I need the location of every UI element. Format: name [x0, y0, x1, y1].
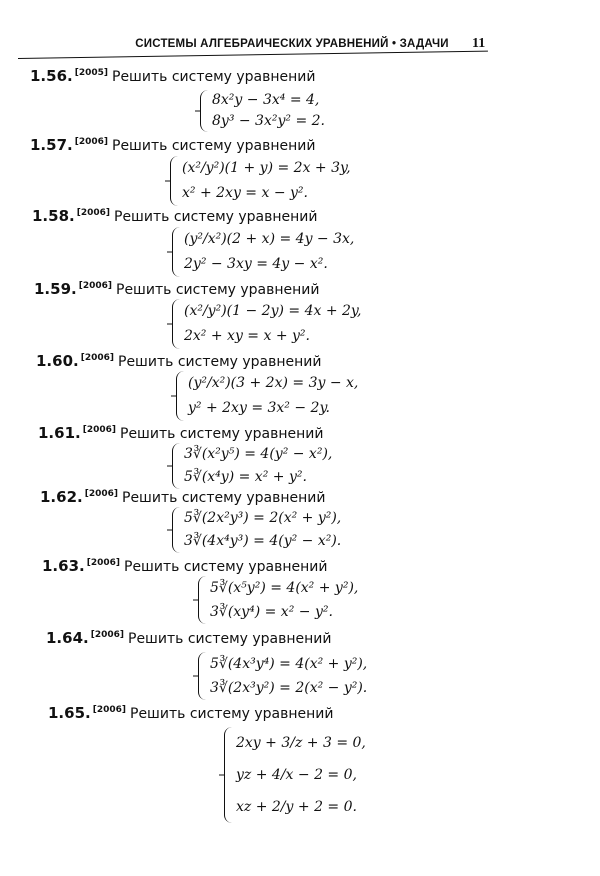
problem-instruction: Решить систему уравнений [118, 354, 322, 370]
equation: 2xy + 3/z + 3 = 0, [236, 735, 366, 751]
equation: 3∛(x²y⁵) = 4(y² − x²), [184, 446, 333, 463]
equation-system [172, 299, 361, 349]
left-brace [172, 299, 180, 349]
problem-number: 1.64. [46, 629, 89, 647]
equation: x² + 2xy = x − y². [182, 185, 308, 202]
left-brace [224, 727, 232, 823]
left-brace [172, 443, 180, 489]
page-number: 11 [472, 36, 486, 51]
problem-heading [42, 557, 328, 575]
problem-number: 1.57. [30, 136, 73, 154]
equation: 5∛(x⁵y²) = 4(x² + y²), [210, 579, 359, 596]
equation-system [176, 371, 358, 421]
equation: (x²/y²)(1 + y) = 2x + 3y, [182, 160, 351, 177]
problem-instruction: Решить систему уравнений [130, 706, 334, 722]
problem-number: 1.60. [36, 352, 79, 370]
problem-number: 1.61. [38, 424, 81, 442]
running-title: СИСТЕМЫ АЛГЕБРАИЧЕСКИХ УРАВНЕНИЙ • ЗАДАЧИ [135, 38, 449, 50]
equation: 5∛(x⁴y) = x² + y². [184, 469, 307, 486]
equation: 2x² + xy = x + y². [184, 328, 310, 345]
equation-system [172, 227, 354, 277]
problem-heading [40, 488, 326, 506]
problem-heading [38, 424, 324, 442]
equation: 8y³ − 3x²y² = 2. [212, 113, 325, 130]
problem-heading [36, 352, 322, 370]
left-brace [198, 652, 206, 700]
equation: 3∛(4x⁴y³) = 4(y² − x²). [184, 533, 342, 550]
problem-number: 1.56. [30, 67, 73, 85]
problem-number: 1.63. [42, 557, 85, 575]
problem-instruction: Решить систему уравнений [120, 426, 324, 442]
left-brace [198, 576, 206, 624]
problem-instruction: Решить систему уравнений [114, 209, 318, 225]
equation: 3∛(xy⁴) = x² − y². [210, 603, 333, 620]
equation: (x²/y²)(1 − 2y) = 4x + 2y, [184, 303, 362, 320]
problem-year: [2006] [74, 137, 108, 147]
problem-year: [2006] [82, 425, 116, 435]
problem-year: [2006] [90, 630, 124, 640]
problem-heading [46, 629, 332, 647]
problem-instruction: Решить систему уравнений [122, 490, 326, 506]
equation: 3∛(2x³y²) = 2(x² − y²). [210, 679, 368, 696]
header-rule [18, 51, 488, 59]
problem-year: [2006] [78, 281, 112, 291]
problem-year: [2006] [92, 705, 126, 715]
problem-instruction: Решить систему уравнений [128, 631, 332, 647]
equation: yz + 4/x − 2 = 0, [236, 767, 357, 784]
problem-year: [2006] [80, 353, 114, 363]
equation: 8x²y − 3x⁴ = 4, [212, 92, 320, 109]
left-brace [200, 90, 208, 132]
equation-system [198, 576, 358, 624]
equation-system [224, 727, 366, 823]
problem-year: [2006] [86, 558, 120, 568]
problem-number: 1.62. [40, 488, 83, 506]
equation: (y²/x²)(2 + x) = 4y − 3x, [184, 231, 355, 248]
equation: 2y² − 3xy = 4y − x². [184, 256, 328, 273]
problem-heading [32, 207, 318, 225]
equation: y² + 2xy = 3x² − 2y. [188, 400, 330, 417]
equation-system [172, 507, 341, 553]
problem-heading [48, 704, 334, 722]
problem-number: 1.65. [48, 704, 91, 722]
problem-heading [34, 280, 320, 298]
problem-instruction: Решить систему уравнений [112, 69, 316, 85]
problem-heading [30, 136, 316, 154]
equation-system [198, 652, 367, 700]
problem-year: [2005] [74, 68, 108, 78]
problem-heading [30, 67, 316, 85]
left-brace [172, 227, 180, 277]
equation: (y²/x²)(3 + 2x) = 3y − x, [188, 375, 359, 392]
equation: 5∛(2x²y³) = 2(x² + y²), [184, 510, 342, 527]
left-brace [172, 507, 180, 553]
equation: xz + 2/y + 2 = 0. [236, 799, 357, 816]
equation-system [172, 443, 332, 489]
problem-instruction: Решить систему уравнений [112, 138, 316, 154]
problem-number: 1.59. [34, 280, 77, 298]
problem-instruction: Решить систему уравнений [124, 559, 328, 575]
problem-number: 1.58. [32, 207, 75, 225]
problem-instruction: Решить систему уравнений [116, 282, 320, 298]
equation: 5∛(4x³y⁴) = 4(x² + y²), [210, 655, 368, 672]
equation-system [200, 90, 325, 132]
equation-system [170, 156, 351, 206]
left-brace [170, 156, 178, 206]
problem-year: [2006] [84, 489, 118, 499]
problem-year: [2006] [76, 208, 110, 218]
left-brace [176, 371, 184, 421]
